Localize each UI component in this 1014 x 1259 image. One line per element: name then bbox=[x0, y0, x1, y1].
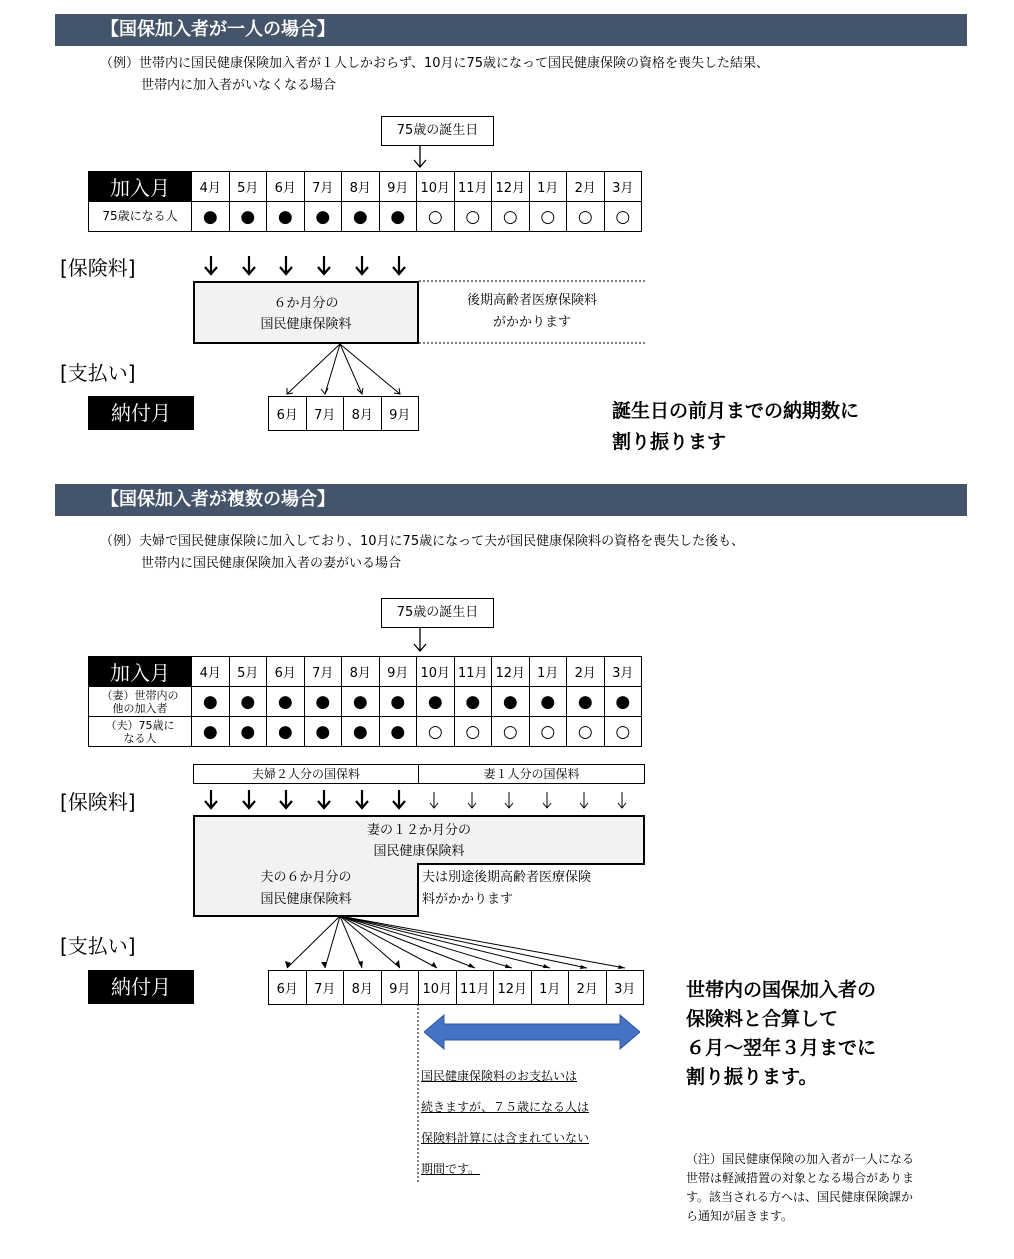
pay-month-cell: 10月 bbox=[419, 971, 457, 1005]
month-cell: 7月 bbox=[304, 657, 342, 687]
latter-elderly-text bbox=[419, 290, 645, 334]
month-cell: 8月 bbox=[342, 172, 380, 202]
summary2-line2: 保険料と合算して bbox=[686, 1008, 839, 1030]
summary-line2: 割り振ります bbox=[612, 431, 727, 453]
mark-cell: ○ bbox=[604, 202, 642, 232]
section2-example-line2: 世帯内に国民健康保険加入者の妻がいる場合 bbox=[141, 556, 402, 571]
mark-cell: ● bbox=[342, 202, 380, 232]
mark-cell: ○ bbox=[567, 202, 605, 232]
section1-summary bbox=[612, 396, 859, 458]
month-cell: 12月 bbox=[492, 172, 530, 202]
month-cell: 11月 bbox=[454, 657, 492, 687]
six-month-premium-box bbox=[193, 281, 419, 344]
mark-cell: ● bbox=[267, 717, 305, 747]
mark-cell: ● bbox=[304, 687, 342, 717]
couple-premium-box: 夫婦２人分の国保料 bbox=[193, 764, 419, 784]
section1-example-line2: 世帯内に加入者がいなくなる場合 bbox=[141, 78, 337, 93]
month-cell: 11月 bbox=[454, 172, 492, 202]
husband-latter-note bbox=[422, 867, 591, 911]
note-line1: （注）国民健康保険の加入者が一人になる bbox=[686, 1152, 915, 1166]
section2-month-table bbox=[88, 656, 642, 747]
month-cell: 10月 bbox=[417, 172, 455, 202]
mark-cell: ● bbox=[379, 687, 417, 717]
underline-note-line2: 続きますが、７５歳になる人は bbox=[421, 1100, 590, 1114]
row-label: 75歳になる人 bbox=[89, 202, 192, 232]
mark-cell: ● bbox=[304, 717, 342, 747]
premium-label-2: [保険料] bbox=[60, 790, 136, 814]
section2-summary bbox=[686, 976, 876, 1092]
month-cell: 5月 bbox=[229, 172, 267, 202]
month-cell: 6月 bbox=[267, 657, 305, 687]
enrollment-month-header: 加入月 bbox=[89, 657, 192, 687]
pay-month-cell: 9月 bbox=[381, 397, 419, 431]
section1-month-table bbox=[88, 171, 642, 232]
pay-month-cell: 8月 bbox=[344, 397, 382, 431]
mark-cell: ● bbox=[492, 687, 530, 717]
underline-note-line1: 国民健康保険料のお支払いは bbox=[421, 1069, 578, 1083]
mark-cell: ○ bbox=[492, 202, 530, 232]
latter-line1: 後期高齢者医療保険料 bbox=[466, 293, 597, 308]
pay-month-cell: 11月 bbox=[456, 971, 494, 1005]
premium-arrows-2 bbox=[195, 788, 645, 814]
section1-pay-month-table bbox=[268, 396, 419, 431]
pay-month-cell: 6月 bbox=[269, 971, 307, 1005]
premium-box-line1: ６か月分の bbox=[273, 296, 339, 311]
husband-note-line1: 夫は別途後期高齢者医療保険 bbox=[422, 870, 592, 885]
husband-box-line1: 夫の６か月分の bbox=[260, 870, 352, 885]
underline-note-line3: 保険料計算には含まれていない bbox=[421, 1131, 590, 1145]
mark-cell: ○ bbox=[529, 717, 567, 747]
mark-cell: ● bbox=[417, 687, 455, 717]
birthday-arrow bbox=[410, 146, 430, 170]
mark-cell: ○ bbox=[492, 717, 530, 747]
dotted-divider bbox=[417, 1004, 421, 1184]
mark-cell: ● bbox=[229, 687, 267, 717]
payment-fan-arrows bbox=[260, 344, 440, 399]
wife-12-month-box bbox=[193, 815, 645, 865]
enrollment-month-header: 加入月 bbox=[89, 172, 192, 202]
month-cell: 4月 bbox=[192, 172, 230, 202]
pay-month-cell: 6月 bbox=[269, 397, 307, 431]
month-cell: 9月 bbox=[379, 172, 417, 202]
pay-month-cell: 7月 bbox=[306, 971, 344, 1005]
pay-month-cell: 8月 bbox=[344, 971, 382, 1005]
double-arrow-icon bbox=[424, 1013, 640, 1051]
husband-label-line2: なる人 bbox=[123, 731, 157, 745]
payment-label: [支払い] bbox=[60, 361, 136, 385]
mark-cell: ● bbox=[454, 687, 492, 717]
mark-cell: ● bbox=[267, 202, 305, 232]
mark-cell: ● bbox=[529, 687, 567, 717]
underline-note-line4: 期間です。 bbox=[421, 1162, 481, 1176]
section2-example-line1: （例）夫婦で国民健康保険に加入しており、10月に75歳になって夫が国民健康保険料の資格を喪失した後も、 bbox=[100, 534, 745, 549]
month-cell: 5月 bbox=[229, 657, 267, 687]
mark-cell: ● bbox=[342, 717, 380, 747]
mark-cell: ○ bbox=[417, 202, 455, 232]
mark-cell: ○ bbox=[529, 202, 567, 232]
mark-cell: ● bbox=[342, 687, 380, 717]
mark-cell: ○ bbox=[604, 717, 642, 747]
wife-box-line2: 国民健康保険料 bbox=[373, 844, 465, 859]
month-cell: 2月 bbox=[567, 172, 605, 202]
month-cell: 10月 bbox=[417, 657, 455, 687]
premium-label: [保険料] bbox=[60, 256, 136, 280]
wife-row-label bbox=[89, 687, 192, 717]
note-line2: 世帯は軽減措置の対象となる場合がありま bbox=[686, 1171, 915, 1185]
husband-note-line2: 料がかかります bbox=[422, 892, 514, 907]
husband-row-label bbox=[89, 717, 192, 747]
husband-box-line2: 国民健康保険料 bbox=[260, 892, 352, 907]
section1-example-line1: （例）世帯内に国民健康保険加入者が１人しかおらず、10月に75歳になって国民健康保険の資格を喪失した結果、 bbox=[100, 56, 770, 71]
mark-cell: ● bbox=[267, 687, 305, 717]
month-cell: 12月 bbox=[492, 657, 530, 687]
month-cell: 6月 bbox=[267, 172, 305, 202]
note-line3: す。該当される方へは、国民健康保険課か bbox=[686, 1190, 914, 1204]
month-cell: 1月 bbox=[529, 657, 567, 687]
month-cell: 9月 bbox=[379, 657, 417, 687]
footnote bbox=[686, 1150, 914, 1226]
payment-label-2: [支払い] bbox=[60, 934, 136, 958]
month-cell: 7月 bbox=[304, 172, 342, 202]
month-cell: 3月 bbox=[604, 657, 642, 687]
summary-line1: 誕生日の前月までの納期数に bbox=[612, 400, 860, 422]
mark-cell: ● bbox=[304, 202, 342, 232]
pay-month-cell: 12月 bbox=[494, 971, 532, 1005]
section2-title: 【国保加入者が複数の場合】 bbox=[55, 484, 967, 516]
birthday-box-2: 75歳の誕生日 bbox=[381, 598, 494, 628]
note-line4: ら通知が届きます。 bbox=[686, 1209, 794, 1223]
pay-month-cell: 3月 bbox=[606, 971, 644, 1005]
mark-cell: ○ bbox=[454, 717, 492, 747]
birthday-arrow-2 bbox=[410, 628, 430, 654]
husband-6-month-box bbox=[193, 863, 419, 917]
pay-month-cell: 1月 bbox=[531, 971, 569, 1005]
mark-cell: ○ bbox=[417, 717, 455, 747]
pay-month-cell: 9月 bbox=[381, 971, 419, 1005]
mark-cell: ● bbox=[379, 717, 417, 747]
section1-title: 【国保加入者が一人の場合】 bbox=[55, 14, 967, 46]
month-cell: 1月 bbox=[529, 172, 567, 202]
premium-box-line2: 国民健康保険料 bbox=[260, 317, 352, 332]
pay-month-cell: 2月 bbox=[569, 971, 607, 1005]
month-cell: 3月 bbox=[604, 172, 642, 202]
mark-cell: ● bbox=[229, 202, 267, 232]
mark-cell: ● bbox=[604, 687, 642, 717]
wife-box-line1: 妻の１２か月分の bbox=[366, 823, 471, 838]
latter-line2: がかかります bbox=[492, 315, 571, 330]
mark-cell: ● bbox=[192, 202, 230, 232]
month-cell: 8月 bbox=[342, 657, 380, 687]
month-cell: 4月 bbox=[192, 657, 230, 687]
summary2-line1: 世帯内の国保加入者の bbox=[686, 979, 877, 1001]
wife-label-line2: 他の加入者 bbox=[112, 701, 168, 715]
premium-arrows bbox=[195, 254, 425, 278]
summary2-line4: 割り振ります。 bbox=[686, 1066, 818, 1088]
wife-label-line1: （妻）世帯内の bbox=[101, 688, 179, 702]
section2-pay-month-table bbox=[268, 970, 644, 1005]
pay-month-label: 納付月 bbox=[88, 396, 194, 430]
wife-premium-box: 妻１人分の国保料 bbox=[418, 764, 645, 784]
mark-cell: ● bbox=[379, 202, 417, 232]
husband-label-line1: （夫）75歳に bbox=[105, 718, 175, 732]
pay-month-cell: 7月 bbox=[306, 397, 344, 431]
mark-cell: ● bbox=[192, 687, 230, 717]
mark-cell: ● bbox=[229, 717, 267, 747]
mark-cell: ● bbox=[567, 687, 605, 717]
summary2-line3: ６月～翌年３月までに bbox=[686, 1037, 877, 1059]
pay-month-label-2: 納付月 bbox=[88, 970, 194, 1004]
payment-fan-arrows-2 bbox=[260, 916, 660, 972]
month-cell: 2月 bbox=[567, 657, 605, 687]
birthday-box: 75歳の誕生日 bbox=[381, 116, 494, 146]
mark-cell: ○ bbox=[454, 202, 492, 232]
mark-cell: ○ bbox=[567, 717, 605, 747]
mark-cell: ● bbox=[192, 717, 230, 747]
